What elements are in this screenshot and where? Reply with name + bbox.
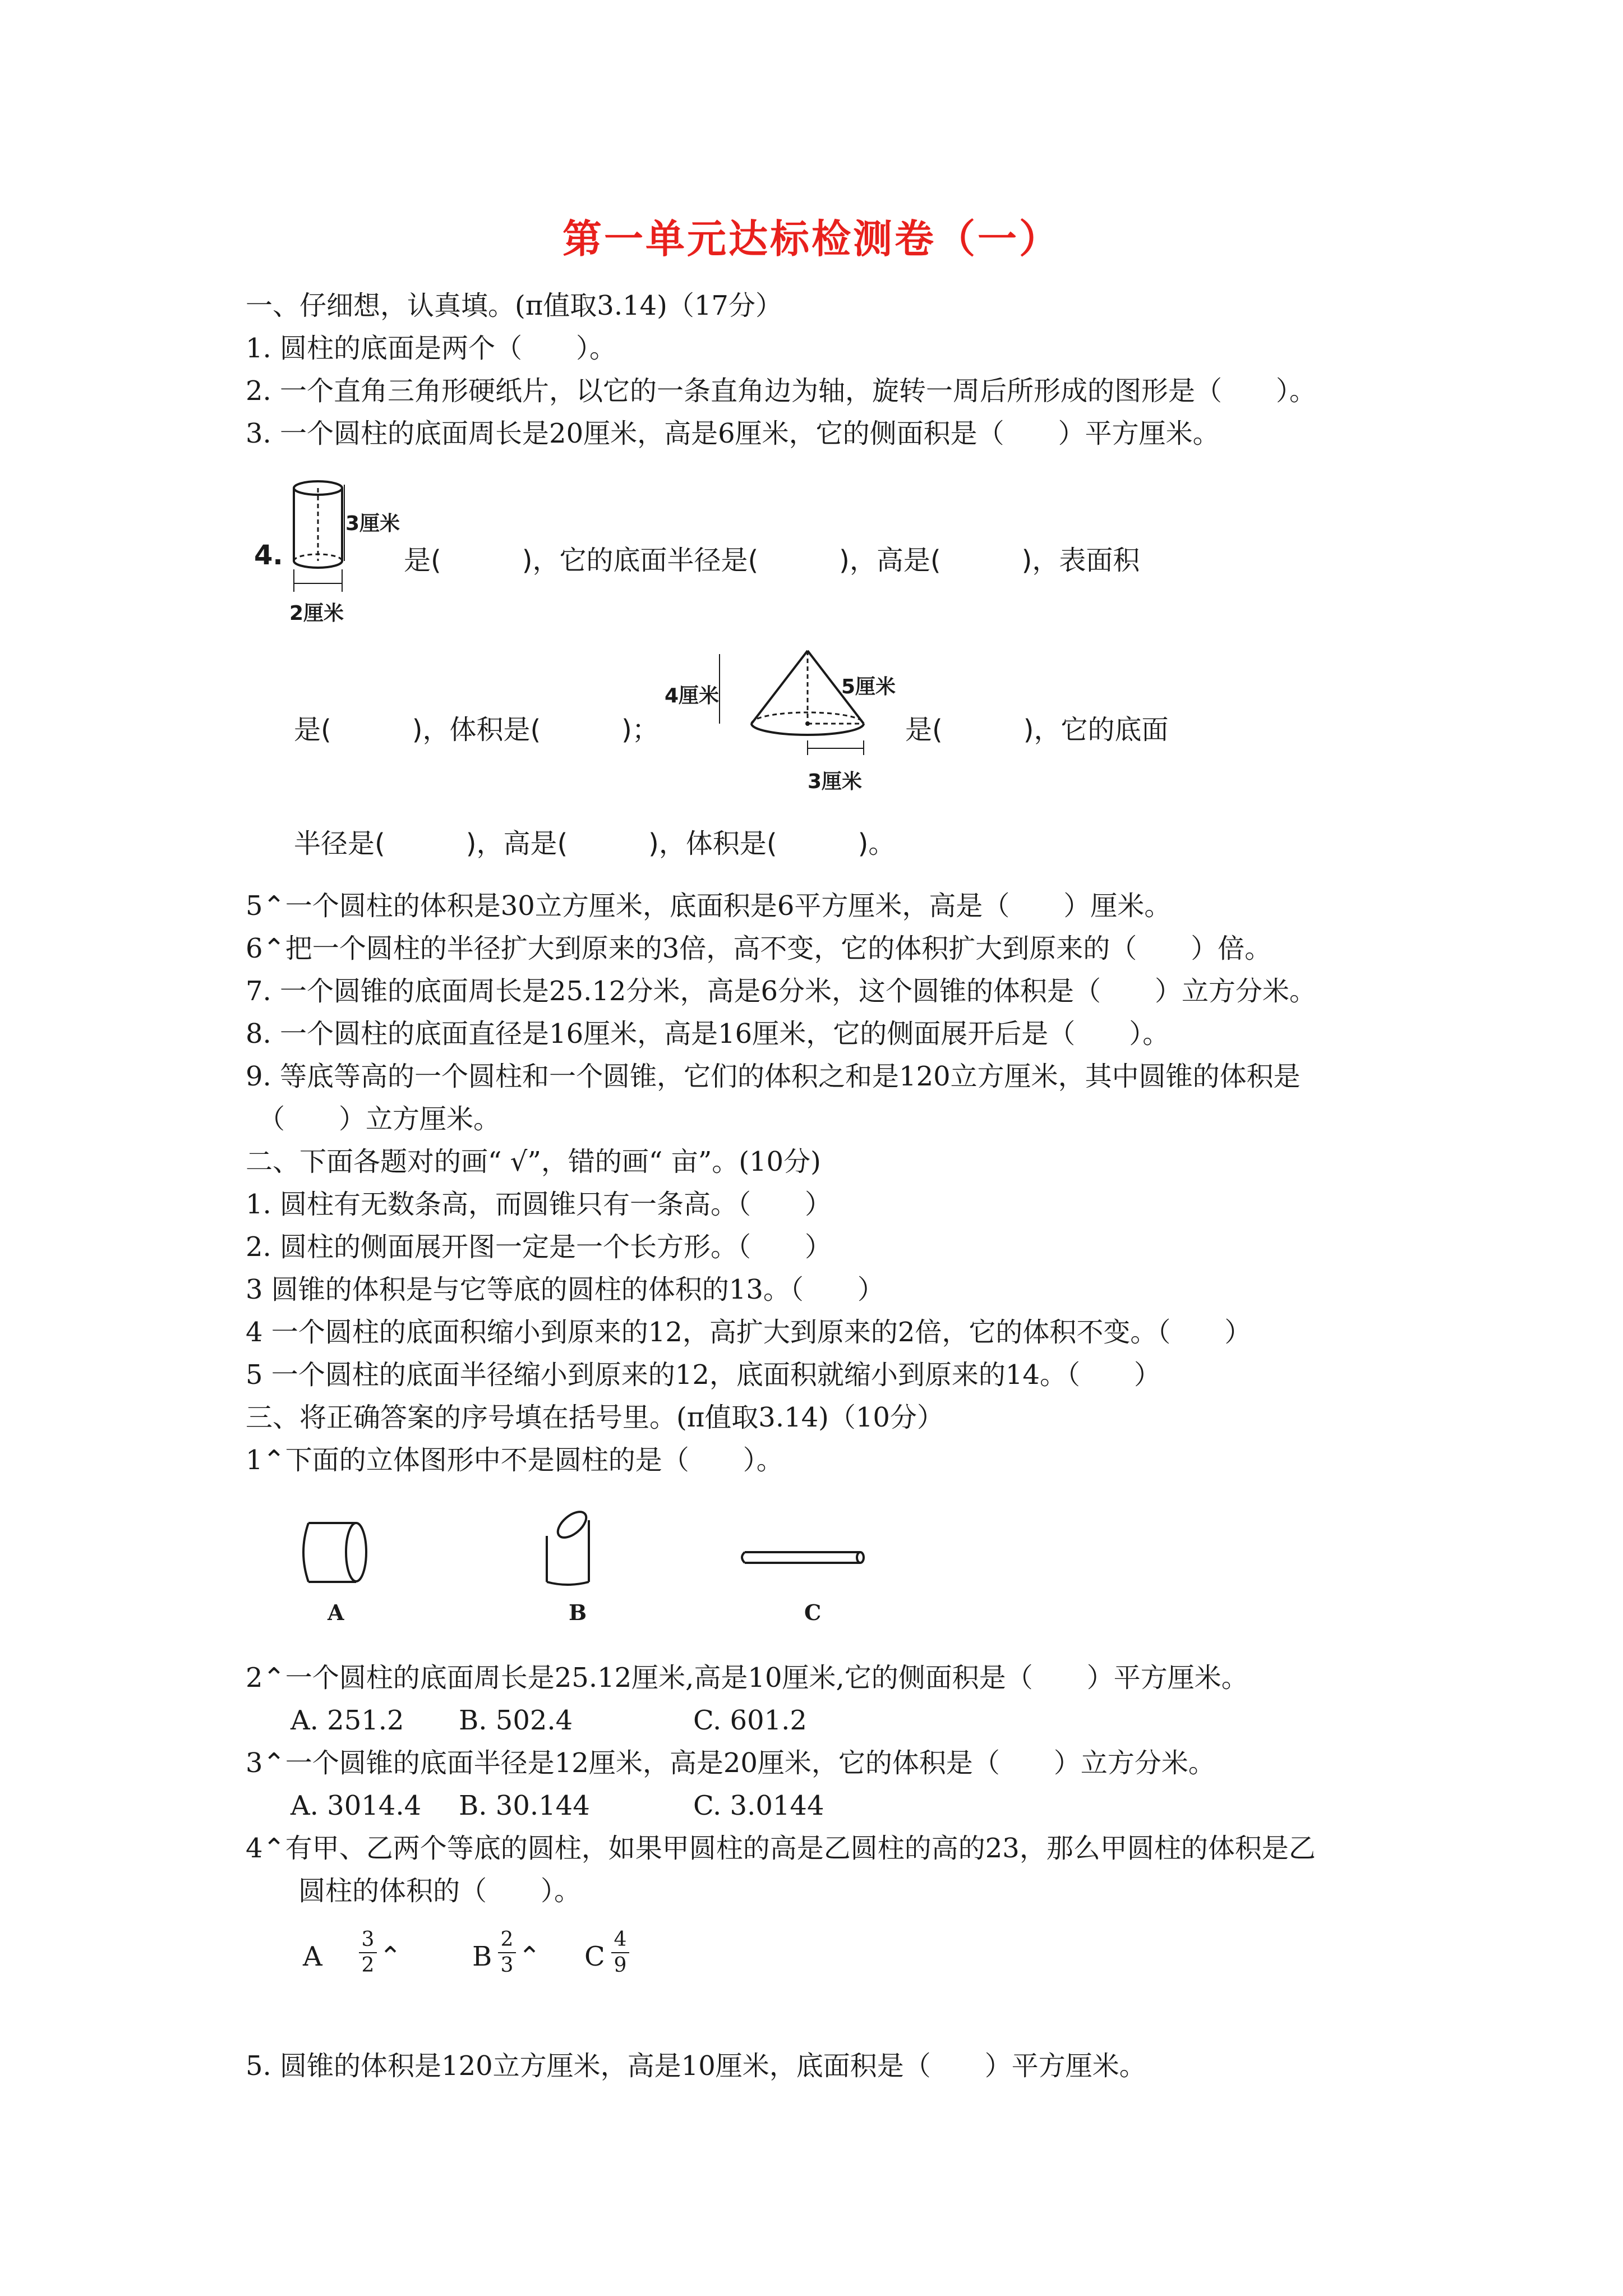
s3-q3-option-c: C. 3.0144 bbox=[693, 1790, 824, 1821]
s1-question-1: 1. 圆柱的底面是两个（ ）。 bbox=[246, 333, 617, 364]
section-1-heading: 一、仔细想，认真填。(π值取3.14)（17分） bbox=[246, 290, 782, 321]
s1-question-8: 8. 一个圆柱的底面直径是16厘米，高是16厘米，它的侧面展开后是（ ）。 bbox=[246, 1018, 1170, 1050]
fraction-bar bbox=[498, 1952, 516, 1953]
s1-question-9-line2: （ ）立方厘米。 bbox=[258, 1103, 501, 1135]
s2-question-5: 5 一个圆柱的底面半径缩小到原来的12，底面积就缩小到原来的14。（ ） bbox=[246, 1359, 1161, 1391]
s1-question-6: 6⌃把一个圆柱的半径扩大到原来的3倍，高不变，它的体积扩大到原来的（ ）倍。 bbox=[246, 933, 1272, 964]
s3-q4-option-c-letter: C bbox=[584, 1941, 605, 1972]
s3-q4-option-a-fraction bbox=[357, 1927, 379, 1978]
s1-question-2: 2. 一个直角三角形硬纸片，以它的一条直角边为轴，旋转一周后所形成的图形是（ ）。 bbox=[246, 375, 1317, 407]
s3-q4-option-b-fraction bbox=[496, 1927, 518, 1978]
shape-b-slanted-cylinder-icon bbox=[543, 1509, 605, 1593]
s3-q2-option-b: B. 502.4 bbox=[459, 1705, 573, 1736]
fraction-denominator: 9 bbox=[614, 1954, 627, 1977]
cone-figure bbox=[718, 645, 886, 780]
s2-question-1: 1. 圆柱有无数条高，而圆锥只有一条高。（ ） bbox=[246, 1189, 832, 1220]
s3-question-4-line2: 圆柱的体积的（ ）。 bbox=[298, 1875, 582, 1907]
s3-q4-option-a-mark: ⌃ bbox=[379, 1941, 402, 1972]
s1-q4-row2-left: 是( )，体积是( )； bbox=[294, 714, 659, 746]
s3-question-5: 5. 圆锥的体积是120立方厘米，高是10厘米，底面积是（ ）平方厘米。 bbox=[246, 2050, 1146, 2082]
s1-question-7: 7. 一个圆锥的底面周长是25.12分米，高是6分米，这个圆锥的体积是（ ）立方分米。 bbox=[246, 976, 1317, 1007]
shape-b-label: B bbox=[569, 1600, 587, 1625]
s2-question-2: 2. 圆柱的侧面展开图一定是一个长方形。（ ） bbox=[246, 1231, 832, 1263]
fraction-bar bbox=[611, 1952, 629, 1953]
s1-question-9-line1: 9. 等底等高的一个圆柱和一个圆锥，它们的体积之和是120立方厘米，其中圆锥的体积是 bbox=[246, 1061, 1301, 1092]
page-title: 第一单元达标检测卷（一） bbox=[562, 216, 1061, 262]
s3-q4-option-c-fraction bbox=[609, 1927, 631, 1978]
s3-q4-option-b-mark: ⌃ bbox=[518, 1941, 541, 1972]
s1-question-5: 5⌃一个圆柱的体积是30立方厘米，底面积是6平方厘米，高是（ ）厘米。 bbox=[246, 890, 1172, 922]
s3-q4-option-a-letter: A bbox=[303, 1941, 322, 1972]
cone-slant-label: 5厘米 bbox=[841, 675, 896, 698]
s3-question-4-line1: 4⌃有甲、乙两个等底的圆柱，如果甲圆柱的高是乙圆柱的高的23，那么甲圆柱的体积是乙 bbox=[246, 1833, 1316, 1864]
s3-q2-option-c: C. 601.2 bbox=[693, 1705, 807, 1736]
fraction-numerator: 3 bbox=[361, 1928, 375, 1951]
s3-q4-option-b-letter: B bbox=[472, 1941, 492, 1972]
fraction-numerator: 4 bbox=[614, 1928, 627, 1951]
fraction-denominator: 2 bbox=[361, 1954, 375, 1977]
fraction-bar bbox=[359, 1952, 377, 1953]
fraction-numerator: 2 bbox=[500, 1928, 514, 1951]
s3-q2-option-a: A. 251.2 bbox=[291, 1705, 404, 1736]
shape-a-cylinder-icon bbox=[303, 1515, 376, 1588]
fraction-denominator: 3 bbox=[500, 1954, 514, 1977]
s1-question-3: 3. 一个圆柱的底面周长是20厘米，高是6厘米，它的侧面积是（ ）平方厘米。 bbox=[246, 418, 1220, 449]
s3-question-1: 1⌃下面的立体图形中不是圆柱的是（ ）。 bbox=[246, 1444, 783, 1476]
cone-height-label: 4厘米 bbox=[665, 684, 720, 707]
s1-q4-row1: 是( )，它的底面半径是( )，高是( )，表面积 bbox=[404, 545, 1140, 576]
s3-question-3: 3⌃一个圆锥的底面半径是12厘米，高是20厘米，它的体积是（ ）立方分米。 bbox=[246, 1747, 1215, 1779]
s1-q4-row3: 半径是( )，高是( )，体积是( )。 bbox=[294, 828, 896, 859]
cone-radius-label: 3厘米 bbox=[808, 770, 863, 793]
s3-question-2: 2⌃一个圆柱的底面周长是25.12厘米,高是10厘米,它的侧面积是（ ）平方厘米。 bbox=[246, 1662, 1248, 1694]
s1-q4-row2-right: 是( )，它的底面 bbox=[905, 714, 1169, 746]
s3-q3-option-a: A. 3014.4 bbox=[291, 1790, 422, 1821]
shape-c-label: C bbox=[804, 1600, 822, 1625]
shape-a-label: A bbox=[328, 1600, 344, 1625]
cylinder-diameter-label: 2厘米 bbox=[289, 602, 344, 625]
section-3-heading: 三、将正确答案的序号填在括号里。(π值取3.14)（10分） bbox=[246, 1402, 944, 1433]
cylinder-height-label: 3厘米 bbox=[345, 512, 400, 535]
section-2-heading: 二、下面各题对的画“ √”，错的画“ 亩”。(10分) bbox=[246, 1146, 821, 1177]
cylinder-figure bbox=[280, 477, 359, 611]
s1-q4-number: 4. bbox=[254, 540, 283, 571]
s2-question-4: 4 一个圆柱的底面积缩小到原来的12，高扩大到原来的2倍，它的体积不变。（ ） bbox=[246, 1317, 1252, 1348]
s2-question-3: 3 圆锥的体积是与它等底的圆柱的体积的13。（ ） bbox=[246, 1274, 884, 1305]
s3-q3-option-b: B. 30.144 bbox=[459, 1790, 590, 1821]
shape-c-rod-icon bbox=[738, 1549, 867, 1566]
